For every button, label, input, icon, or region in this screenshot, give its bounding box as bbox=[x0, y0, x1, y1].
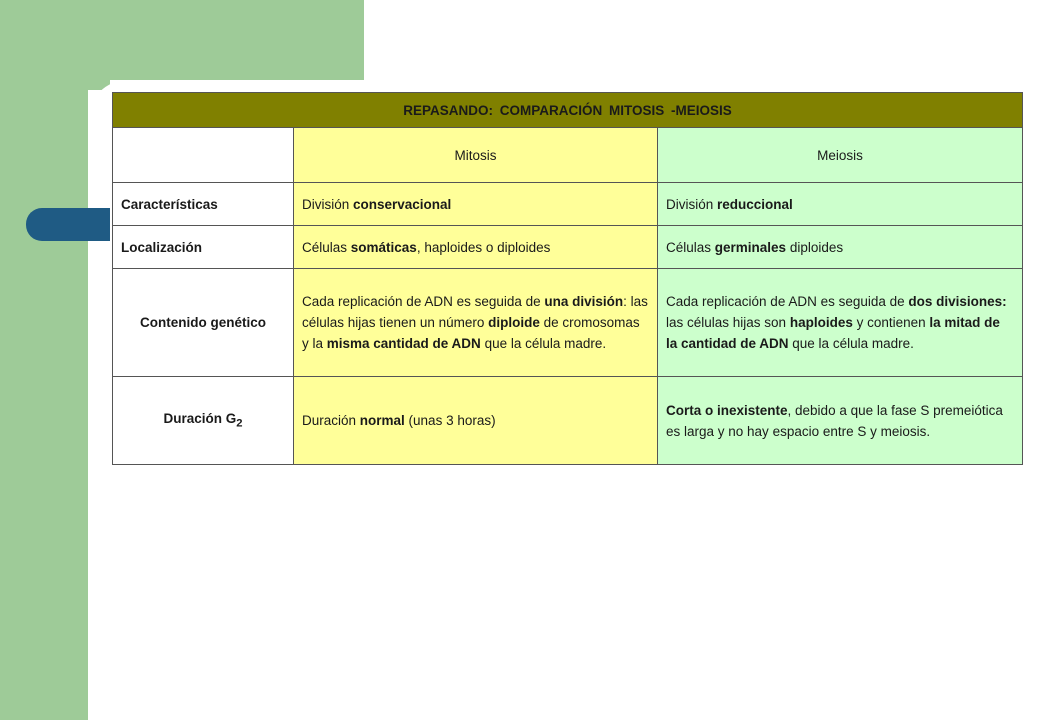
header-mitosis: Mitosis bbox=[294, 128, 658, 183]
table-row bbox=[113, 226, 1023, 269]
bold-text: misma cantidad de ADN bbox=[326, 336, 481, 351]
bold-text: Corta o inexistente bbox=[666, 402, 788, 418]
mitosis-cell: Células somáticas, haploides o diploides bbox=[294, 226, 658, 269]
row-label: Localización bbox=[113, 226, 294, 269]
table-row bbox=[113, 183, 1023, 226]
bold-text: la mitad de la cantidad de ADN bbox=[666, 315, 1000, 351]
row-label: Características bbox=[113, 183, 294, 226]
table-row bbox=[113, 269, 1023, 377]
comparison-table bbox=[112, 92, 1023, 465]
header-empty-cell bbox=[113, 128, 294, 183]
meiosis-cell: Células germinales diploides bbox=[658, 226, 1023, 269]
bold-text: una división bbox=[544, 294, 624, 309]
row-label bbox=[113, 377, 294, 465]
side-green-column bbox=[0, 0, 88, 720]
mitosis-cell: Duración normal (unas 3 horas) bbox=[294, 377, 658, 465]
bold-text: normal bbox=[359, 413, 405, 428]
mitosis-cell: Cada replicación de ADN es seguida de una división: las células hijas tienen un número diploide de cromosomas y la misma cantidad de ADN que la célula madre. bbox=[294, 269, 658, 377]
meiosis-cell: División reduccional bbox=[658, 183, 1023, 226]
mitosis-cell: División conservacional bbox=[294, 183, 658, 226]
meiosis-cell: Corta o inexistente, debido a que la fase S premeiótica es larga y no hay espacio entre S y meiosis. bbox=[658, 377, 1023, 465]
meiosis-cell: Cada replicación de ADN es seguida de dos divisiones: las células hijas son haploides y contienen la mitad de la cantidad de ADN que la célula madre. bbox=[658, 269, 1023, 377]
blue-tab-decoration bbox=[26, 208, 110, 241]
top-green-band bbox=[88, 0, 364, 90]
bold-text: conservacional bbox=[353, 196, 452, 212]
bold-text: haploides bbox=[789, 315, 853, 330]
bold-text: reduccional bbox=[717, 196, 793, 212]
row-label-text: Duración G bbox=[163, 411, 237, 427]
table-title: REPASANDO: COMPARACIÓN MITOSIS -MEIOSIS bbox=[113, 93, 1023, 128]
header-meiosis: Meiosis bbox=[658, 128, 1023, 183]
row-label-subscript: 2 bbox=[236, 417, 243, 430]
row-label: Contenido genético bbox=[113, 269, 294, 377]
bold-text: dos divisiones: bbox=[908, 294, 1007, 309]
bold-text: somáticas bbox=[350, 239, 417, 255]
table-row bbox=[113, 377, 1023, 465]
bold-text: diploide bbox=[488, 315, 540, 330]
bold-text: germinales bbox=[714, 239, 787, 255]
